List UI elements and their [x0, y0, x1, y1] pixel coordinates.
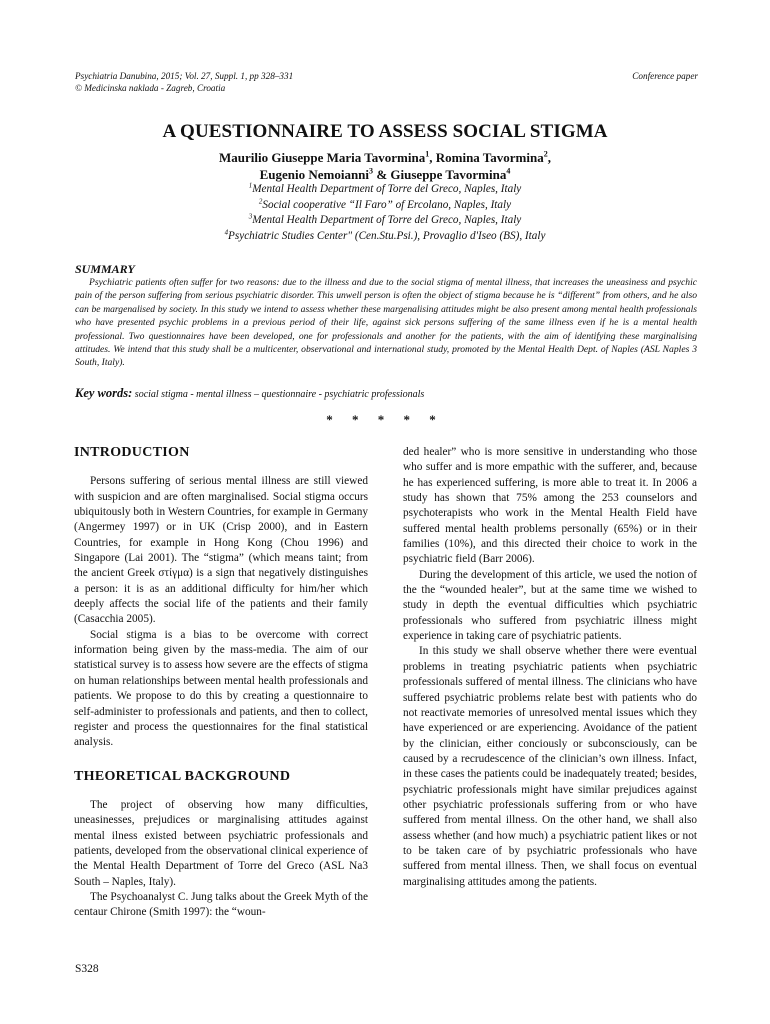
- author-separator: &: [373, 167, 391, 182]
- publisher-line: © Medicinska naklada - Zagreb, Croatia: [75, 83, 226, 93]
- author-name: Eugenio Nemoianni: [259, 167, 370, 182]
- affiliation-text: Psychiatric Studies Center" (Cen.Stu.Psi.), Provaglio d'Iseo (BS), Italy: [228, 229, 546, 242]
- affiliation-sup: 1: [248, 181, 253, 190]
- left-column: [74, 445, 368, 921]
- summary-heading: SUMMARY: [75, 262, 135, 276]
- paper-title: A QUESTIONNAIRE TO ASSESS SOCIAL STIGMA: [162, 121, 608, 142]
- paragraph: Persons suffering of serious mental illness are still viewed with suspicion and are often marginalised. Social stigma occurs ubiquitously both in Western Countries, for example in Germany (Angermey 1997) or in UK (Crisp 2000), and in Eastern Countries, for example in Hong Kong (Chou 1996) and Singapore (Lai 2001). The “stigma” (which means taint; from the ancient Greek στίγμα) is a sign that negatively distinguishes a person: it is as an additional difficulty for him/her which deeply affects the social life of the patients and their family (Casacchia 2005).: [74, 475, 368, 626]
- summary-text: Psychiatric patients often suffer for two reasons: due to the illness and due to the social stigma of mental illness, that increases the uneasiness and psychic pain of the person suffering from serious psychiatric disorder. This unwell person is often the object of stigma because he is “different” from others, and he also can be margenalised by society. In this study we intend to assess whether these margenalising attitudes might be also present among mental health professionals who have presented psychic problems in a previous period of their life, against sick persons suffering of the same illness even if he is a mental health professional. Two questionnaires have been developed, one for professionals and another for the patients, with the aim of identifying these marginalising attitudes. We intend that this study shall be a multicenter, observational and international study, promoted by the Mental Health Dept. of Naples (ASL Naples 3 South, Italy).: [75, 277, 697, 369]
- journal-citation: Psychiatria Danubina, 2015; Vol. 27, Suppl. 1, pp 328–331: [75, 71, 294, 81]
- affiliation-text: Mental Health Department of Torre del Greco, Naples, Italy: [252, 183, 522, 195]
- author-name: Romina Tavormina: [435, 150, 544, 165]
- theoretical-background-heading: THEORETICAL BACKGROUND: [74, 768, 291, 784]
- paper-type: Conference paper: [632, 71, 698, 81]
- affiliation: [0, 229, 770, 245]
- author-affil-sup: 1: [425, 149, 430, 159]
- author-separator: ,: [429, 150, 436, 165]
- keywords-label: Key words:: [75, 386, 133, 400]
- paragraph: In this study we shall observe whether there were eventual problems in treating psychiatric patients when psychiatric professionals suffered of mental illness. The clinicians who have suffered psychiatric problems relate best with patients who do not reactivate memories of unresolved mental issues which they have experienced or are experiencing. Avoidance of the patient by the clinician, either conciously or subconsciously, can be caused by a recrudescence of the clinician’s own illness. Infact, in these cases the patients could be inadequately treated; besides, psychiatric professionals might have similar prejudices against other psychiatric professionals suffering from or who have suffered from mental illness. On the other hand, we shall also assess whether (and how much) a psychiatric patient likes or not to be taken care of by psychiatric professionals who have suffered from mental illness. Then, we shall focus on eventual marginalising attitudes among the patients.: [403, 645, 697, 888]
- author-affil-sup: 3: [369, 166, 374, 176]
- affiliation-sup: 3: [248, 212, 253, 221]
- paragraph: Social stigma is a bias to be overcome with correct information being given by the mass-media. The aim of our statistical survey is to assess how severe are the effects of stigma on human relationships between mental health professionals and patients. We propose to do this by creating a questionnaire to self-administer to professionals and patients, and then to collect, register and process the questionnaires for the final statistical analysis.: [74, 628, 368, 749]
- author-name: Giuseppe Tavormina: [390, 167, 507, 182]
- paragraph: The Psychoanalyst C. Jung talks about the Greek Myth of the centaur Chirone (Smith 1997): the “woun-: [74, 890, 368, 919]
- affiliation-list: [0, 182, 770, 244]
- author-name: Maurilio Giuseppe Maria Tavormina: [218, 150, 426, 165]
- affiliation: [0, 213, 770, 229]
- affiliation-sup: 2: [258, 196, 263, 205]
- affiliation: [0, 198, 770, 214]
- author-affil-sup: 2: [543, 149, 548, 159]
- journal-header: [75, 70, 293, 94]
- affiliation: [0, 182, 770, 198]
- affiliation-sup: 4: [224, 227, 229, 236]
- affiliation-text: Mental Health Department of Torre del Greco, Naples, Italy: [252, 214, 522, 226]
- keywords-text: social stigma - mental illness – questionnaire - psychiatric professionals: [134, 389, 425, 400]
- author-list: [0, 149, 770, 183]
- right-column: [403, 445, 697, 890]
- keywords: [75, 386, 424, 401]
- introduction-heading: INTRODUCTION: [74, 445, 190, 460]
- paragraph: ded healer” who is more sensitive in understanding who those who suffer and is more empathic with the sufferer, and, because he has experienced suffering, is more able to treat it. In 2006 a study has shown that 75% among the 253 counselors and psychoterapists who work in the Mental Health Field have suffered mental health problems personally (65%) or in their families (10%), and this directed their choice to work in the psychiatric field (Barr 2006).: [403, 446, 697, 566]
- paragraph: The project of observing how many difficulties, uneasinesses, prejudices or marginalising attitudes against mental ilness existed between psychiatric professionals and patients, developed from the observational clinical experience of the Mental Health Department of Torre del Greco (ASL Na3 South – Naples, Italy).: [74, 798, 368, 888]
- paragraph: During the development of this article, we used the notion of the the “wounded healer”, but at the same time we wished to study in depth the eventual difficulties which psychiatric professionals who suffered from psychiatric illness might experience in taking care of psychiatric patients.: [403, 568, 697, 643]
- author-affil-sup: 4: [506, 166, 511, 176]
- page-number: S328: [75, 963, 99, 975]
- author-separator: ,: [547, 150, 552, 165]
- affiliation-text: Social cooperative “Il Faro” of Ercolano, Naples, Italy: [262, 198, 512, 211]
- section-separator: * * * * *: [326, 412, 444, 427]
